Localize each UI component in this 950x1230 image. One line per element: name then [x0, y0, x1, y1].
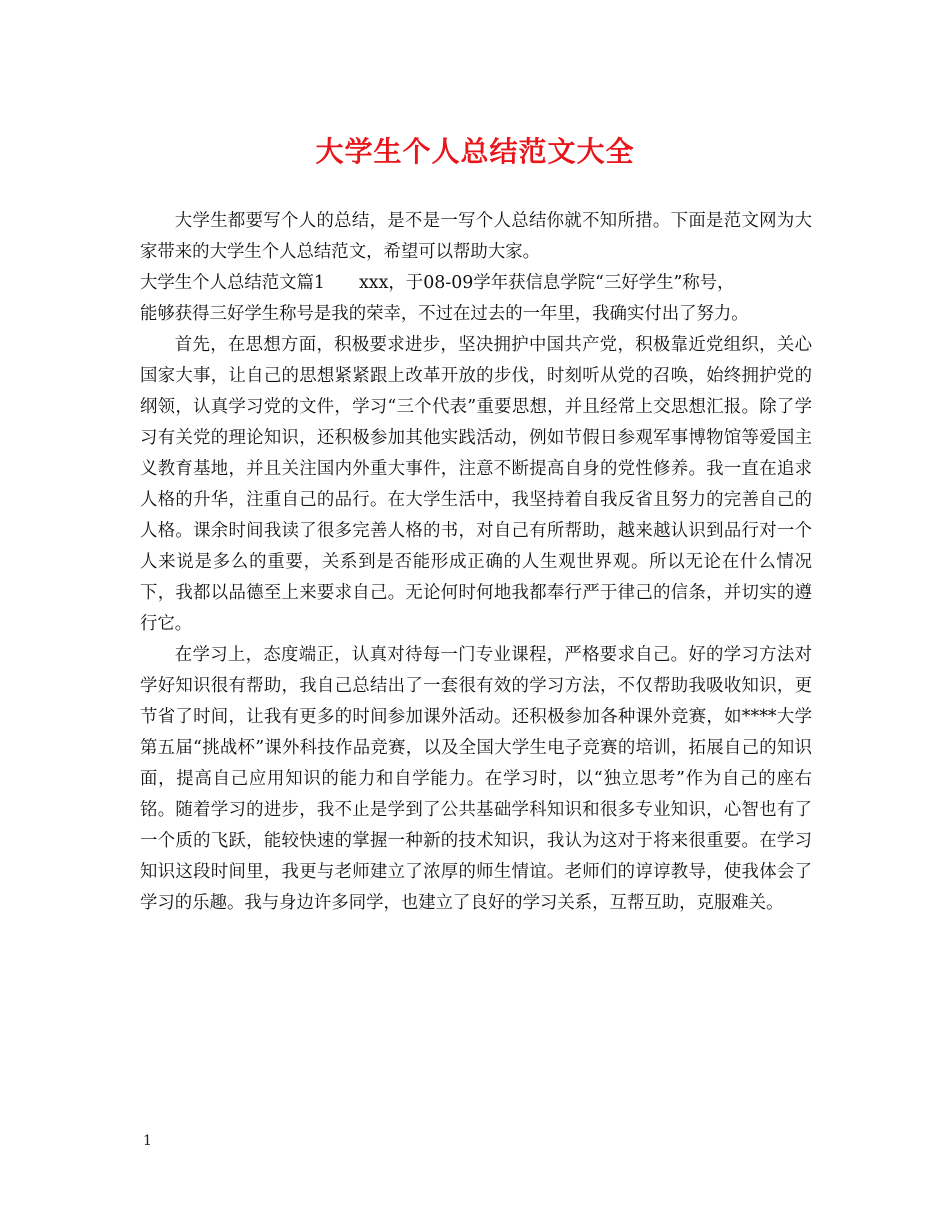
section-line-2: 能够获得三好学生称号是我的荣幸，不过在过去的一年里，我确实付出了努力。 [140, 304, 749, 324]
study-paragraph: 在学习上，态度端正，认真对待每一门专业课程，严格要求自己。好的学习方法对学好知识很有帮助，我自己总结出了一套很有效的学习方法，不仅帮助我吸收知识，更节省了时间，让我有更多的时间参加课外活动。还积极参加各种课外竞赛，如****大学第五届“挑战杯”课外科技作品竞赛，以及全国大学生电子竞赛的培训，拓展自己的知识面，提高自己应用知识的能力和自学能力。在学习时，以“独立思考”作为自己的座右铭。随着学习的进步，我不止是学到了公共基础学科知识和很多专业知识，心智也有了一个质的飞跃，能较快速的掌握一种新的技术知识，我认为这对于将来很重要。在学习知识这段时间里，我更与老师建立了浓厚的师生情谊。老师们的谆谆教导，使我体会了学习的乐趣。我与身边许多同学，也建立了良好的学习关系，互帮互助，克服难关。 [140, 645, 812, 913]
page-number: 1 [143, 1133, 152, 1149]
section-line-1: xxx，于08-09学年获信息学院“三好学生”称号， [358, 273, 735, 293]
section-first-line [140, 268, 812, 299]
section-heading: 大学生个人总结范文篇1 [140, 273, 325, 293]
thought-paragraph: 首先，在思想方面，积极要求进步，坚决拥护中国共产党，积极靠近党组织，关心国家大事，让自己的思想紧紧跟上改革开放的步伐，时刻听从党的召唤，始终拥护党的纲领，认真学习党的文件，学习“三个代表”重要思想，并且经常上交思想汇报。除了学习有关党的理论知识，还积极参加其他实践活动，例如节假日参观军事博物馆等爱国主义教育基地，并且关注国内外重大事件，注意不断提高自身的党性修养。我一直在追求人格的升华，注重自己的品行。在大学生活中，我坚持着自我反省且努力的完善自己的人格。课余时间我读了很多完善人格的书，对自己有所帮助，越来越认识到品行对一个人来说是多么的重要，关系到是否能形成正确的人生观世界观。所以无论在什么情况下，我都以品德至上来要求自己。无论何时何地我都奉行严于律己的信条，并切实的遵行它。 [140, 335, 812, 634]
intro-paragraph: 大学生都要写个人的总结，是不是一写个人总结你就不知所措。下面是范文网为大家带来的大学生个人总结范文，希望可以帮助大家。 [140, 211, 812, 262]
section-paragraph [140, 268, 812, 330]
document-body [140, 206, 812, 919]
document-title: 大学生个人总结范文大全 [315, 135, 635, 168]
